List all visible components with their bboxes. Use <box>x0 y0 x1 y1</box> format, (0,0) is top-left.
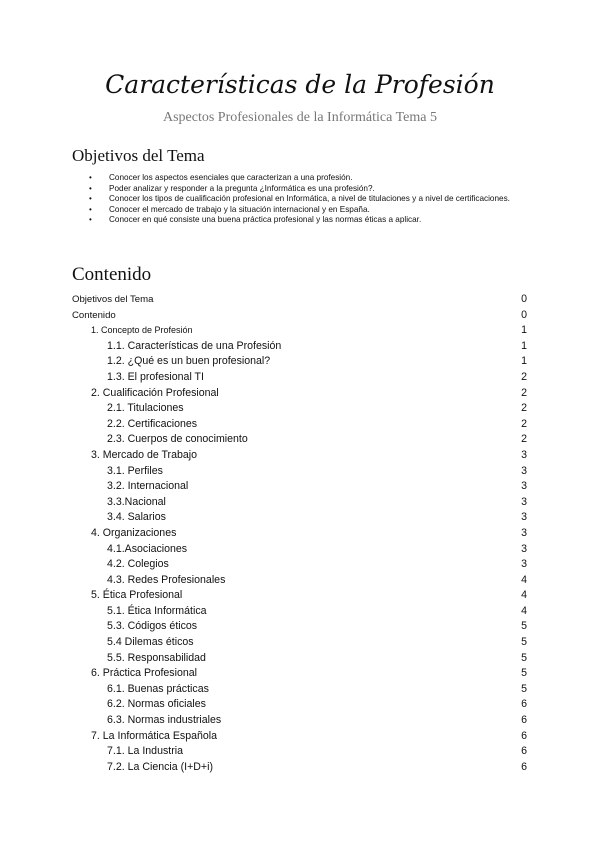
toc-entry[interactable] <box>72 666 527 682</box>
toc-entry-label: 1.2. ¿Qué es un buen profesional? <box>107 355 271 368</box>
toc-entry-page: 3 <box>521 480 527 493</box>
toc-entry-page: 0 <box>521 293 527 305</box>
toc-entry-label: 1.1. Características de una Profesión <box>107 339 282 352</box>
toc-entry-label: 5.1. Ética Informática <box>107 604 207 617</box>
toc-entry[interactable] <box>72 510 527 526</box>
toc-entry-page: 6 <box>521 745 527 758</box>
objective-item: • Conocer los aspectos esenciales que caracterizan a una profesión. <box>72 173 527 184</box>
toc-entry-label: 5.4 Dilemas éticos <box>107 636 194 649</box>
toc-entry[interactable] <box>72 635 527 651</box>
objective-item: • Conocer el mercado de trabajo y la situación internacional y en España. <box>72 205 527 216</box>
toc-entry[interactable] <box>72 729 527 745</box>
toc-entry-page: 5 <box>521 620 527 633</box>
toc-entry-page: 2 <box>521 417 527 430</box>
toc-entry-label: 7.2. La Ciencia (I+D+i) <box>107 760 213 773</box>
toc-entry[interactable] <box>72 682 527 698</box>
toc-entry[interactable] <box>72 542 527 558</box>
toc-entry-label: 4.2. Colegios <box>107 558 169 571</box>
toc-entry-page: 1 <box>521 324 527 337</box>
document-subtitle: Aspectos Profesionales de la Informática Tema 5 <box>162 110 437 125</box>
toc-entry-page: 2 <box>521 370 527 383</box>
toc-entry-page: 3 <box>521 558 527 571</box>
toc-entry-label: 3.4. Salarios <box>107 511 166 524</box>
toc-entry-label: 6.2. Normas oficiales <box>107 698 206 711</box>
toc-entry[interactable] <box>72 339 527 355</box>
table-of-contents <box>72 292 527 775</box>
toc-entry[interactable] <box>72 760 527 776</box>
toc-entry-label: 3.3.Nacional <box>107 495 166 508</box>
toc-entry-page: 6 <box>521 760 527 773</box>
objectives-list <box>72 173 527 226</box>
toc-entry-label: 5.5. Responsabilidad <box>107 651 206 664</box>
toc-entry-page: 5 <box>521 651 527 664</box>
toc-entry[interactable] <box>72 401 527 417</box>
toc-entry-page: 4 <box>521 589 527 602</box>
toc-entry-label: 2.3. Cuerpos de conocimiento <box>107 433 248 446</box>
toc-entry-label: 6. Práctica Profesional <box>91 667 197 680</box>
toc-entry[interactable] <box>72 557 527 573</box>
toc-entry[interactable] <box>72 432 527 448</box>
toc-entry-label: 2.2. Certificaciones <box>107 417 198 430</box>
toc-entry-page: 4 <box>521 604 527 617</box>
toc-entry-label: 3.2. Internacional <box>107 480 189 493</box>
toc-entry-label: 6.3. Normas industriales <box>107 714 222 727</box>
toc-entry-page: 5 <box>521 636 527 649</box>
toc-entry[interactable] <box>72 417 527 433</box>
toc-entry-label: 2. Cualificación Profesional <box>91 386 219 399</box>
objectives-heading: Objetivos del Tema <box>72 146 205 165</box>
toc-entry-page: 3 <box>521 495 527 508</box>
toc-entry-page: 5 <box>521 682 527 695</box>
toc-entry-page: 6 <box>521 729 527 742</box>
toc-entry[interactable] <box>72 697 527 713</box>
objective-item: • Poder analizar y responder a la pregunta ¿Informática es una profesión?. <box>72 184 527 195</box>
toc-entry-label: 1. Concepto de Profesión <box>91 325 193 336</box>
toc-entry[interactable] <box>72 308 527 324</box>
toc-entry[interactable] <box>72 479 527 495</box>
toc-entry[interactable] <box>72 354 527 370</box>
toc-entry-label: 2.1. Titulaciones <box>107 402 184 415</box>
toc-entry-page: 0 <box>521 308 527 321</box>
contents-heading: Contenido <box>72 264 152 285</box>
toc-entry-label: 6.1. Buenas prácticas <box>107 682 209 695</box>
toc-entry-page: 1 <box>521 355 527 368</box>
toc-entry[interactable] <box>72 573 527 589</box>
toc-entry[interactable] <box>72 292 527 308</box>
objective-item: • Conocer los tipos de cualificación profesional en Informática, a nivel de titulaciones y a nivel de certificaciones. <box>72 194 527 205</box>
toc-entry-page: 6 <box>521 698 527 711</box>
toc-entry-page: 5 <box>521 667 527 680</box>
toc-entry-page: 2 <box>521 386 527 399</box>
toc-entry[interactable] <box>72 651 527 667</box>
toc-entry[interactable] <box>72 448 527 464</box>
toc-entry-label: 7.1. La Industria <box>107 745 183 758</box>
objective-item: • Conocer en qué consiste una buena práctica profesional y las normas éticas a aplicar. <box>72 215 527 226</box>
toc-entry-page: 3 <box>521 464 527 477</box>
toc-entry-page: 3 <box>521 511 527 524</box>
toc-entry-label: Contenido <box>72 309 116 321</box>
toc-entry-label: 3. Mercado de Trabajo <box>91 448 197 461</box>
toc-entry-label: 3.1. Perfiles <box>107 464 163 477</box>
toc-entry-label: Objetivos del Tema <box>72 294 154 305</box>
toc-entry[interactable] <box>72 386 527 402</box>
toc-entry-label: 4. Organizaciones <box>91 526 177 539</box>
toc-entry[interactable] <box>72 370 527 386</box>
toc-entry[interactable] <box>72 495 527 511</box>
toc-entry-page: 3 <box>521 448 527 461</box>
toc-entry[interactable] <box>72 713 527 729</box>
toc-entry-label: 4.1.Asociaciones <box>107 542 188 555</box>
toc-entry[interactable] <box>72 588 527 604</box>
toc-entry-page: 1 <box>521 339 527 352</box>
toc-entry[interactable] <box>72 604 527 620</box>
document-title: Características de la Profesión <box>105 70 495 99</box>
toc-entry-label: 4.3. Redes Profesionales <box>107 573 226 586</box>
toc-entry-label: 7. La Informática Española <box>91 729 218 742</box>
toc-entry-page: 3 <box>521 526 527 539</box>
toc-entry-label: 5.3. Códigos éticos <box>107 620 198 633</box>
toc-entry-page: 6 <box>521 714 527 727</box>
toc-entry-page: 2 <box>521 402 527 415</box>
toc-entry[interactable] <box>72 526 527 542</box>
toc-entry-label: 5. Ética Profesional <box>91 589 183 602</box>
toc-entry[interactable] <box>72 619 527 635</box>
toc-entry[interactable] <box>72 464 527 480</box>
toc-entry-page: 3 <box>521 542 527 555</box>
toc-entry[interactable] <box>72 323 527 339</box>
toc-entry[interactable] <box>72 744 527 760</box>
toc-entry-label: 1.3. El profesional TI <box>107 370 204 383</box>
toc-entry-page: 2 <box>521 433 527 446</box>
toc-entry-page: 4 <box>521 573 527 586</box>
